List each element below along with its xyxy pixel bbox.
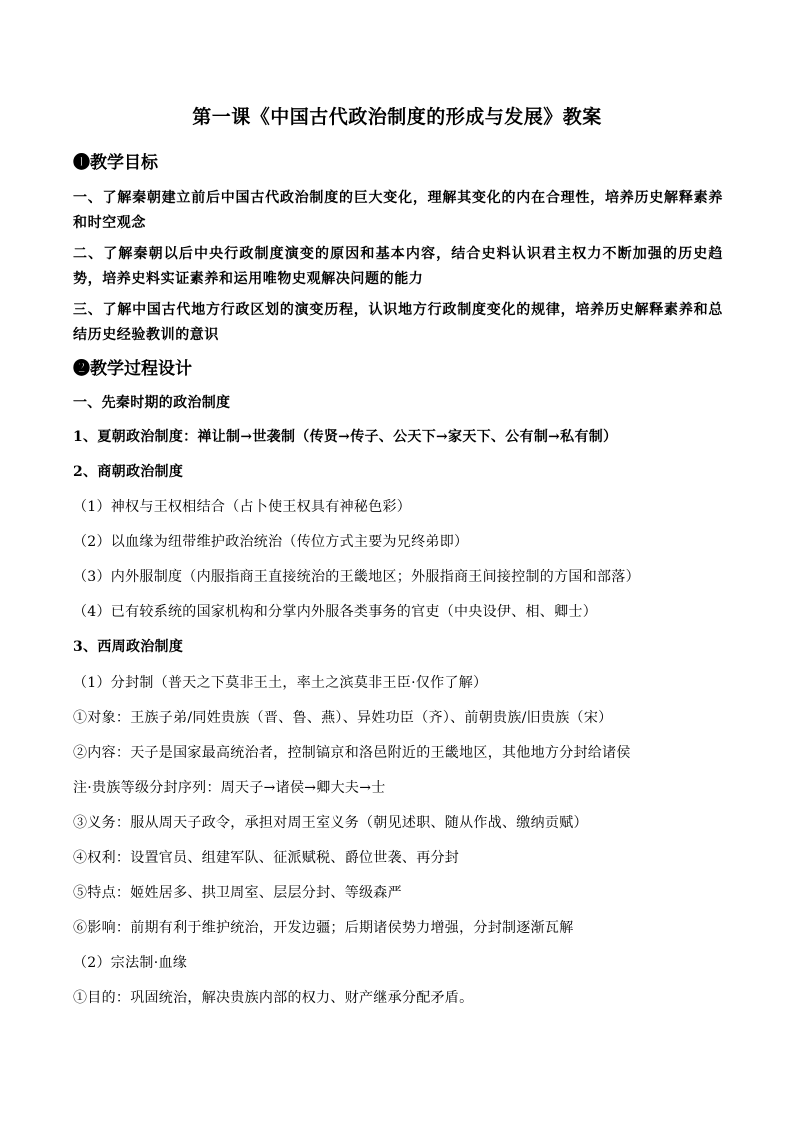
process-line-5: （2）以血缘为纽带维护政治统治（传位方式主要为兄终弟即）	[73, 534, 469, 550]
process-line-10: ①对象：王族子弟/同姓贵族（晋、鲁、燕）、异姓功臣（齐）、前朝贵族/旧贵族（宋）	[73, 710, 613, 726]
goal-item-3: 三、了解中国古代地方行政区划的演变历程，认识地方行政制度变化的规律，培养历史解释素养和总结历史经验教训的意识	[73, 302, 723, 343]
teaching-process-heading: ❷教学过程设计	[73, 359, 192, 379]
process-line-3: 2、商朝政治制度	[73, 464, 184, 480]
process-line-6: （3）内外服制度（内服指商王直接统治的王畿地区；外服指商王间接控制的方国和部落）	[73, 569, 640, 585]
process-line-16: ⑥影响：前期有利于维护统治，开发边疆；后期诸侯势力增强，分封制逐渐瓦解	[73, 920, 574, 936]
process-line-12: 注·贵族等级分封序列：周天子→诸侯→卿大夫→士	[73, 780, 386, 796]
goal-item-1: 一、了解秦朝建立前后中国古代政治制度的巨大变化，理解其变化的内在合理性，培养历史解释素养和时空观念	[73, 190, 723, 231]
process-line-17: （2）宗法制·血缘	[73, 955, 188, 971]
process-line-1: 一、先秦时期的政治制度	[73, 395, 231, 411]
process-line-8: 3、西周政治制度	[73, 639, 184, 655]
process-line-4: （1）神权与王权相结合（占卜使王权具有神秘色彩）	[73, 499, 412, 515]
teaching-goals-heading: ❶教学目标	[73, 153, 158, 173]
process-line-2: 1、夏朝政治制度：禅让制→世袭制（传贤→传子、公天下→家天下、公有制→私有制）	[73, 429, 618, 445]
process-line-7: （4）已有较系统的国家机构和分掌内外服各类事务的官吏（中央设伊、相、卿士）	[73, 604, 598, 620]
process-line-15: ⑤特点：姬姓居多、拱卫周室、层层分封、等级森严	[73, 885, 402, 901]
goal-item-2: 二、了解秦朝以后中央行政制度演变的原因和基本内容，结合史料认识君主权力不断加强的历史趋势，培养史料实证素养和运用唯物史观解决问题的能力	[73, 246, 723, 287]
process-line-9: （1）分封制（普天之下莫非王土，率土之滨莫非王臣·仅作了解）	[73, 675, 488, 691]
process-line-14: ④权利：设置官员、组建军队、征派赋税、爵位世袭、再分封	[73, 850, 460, 866]
process-line-18: ①目的：巩固统治，解决贵族内部的权力、财产继承分配矛盾。	[73, 990, 474, 1006]
document-title: 第一课《中国古代政治制度的形成与发展》教案	[192, 106, 602, 128]
process-line-11: ②内容：天子是国家最高统治者，控制镐京和洛邑附近的王畿地区，其他地方分封给诸侯	[73, 745, 631, 761]
process-line-13: ③义务：服从周天子政令，承担对周王室义务（朝见述职、随从作战、缴纳贡赋）	[73, 815, 588, 831]
